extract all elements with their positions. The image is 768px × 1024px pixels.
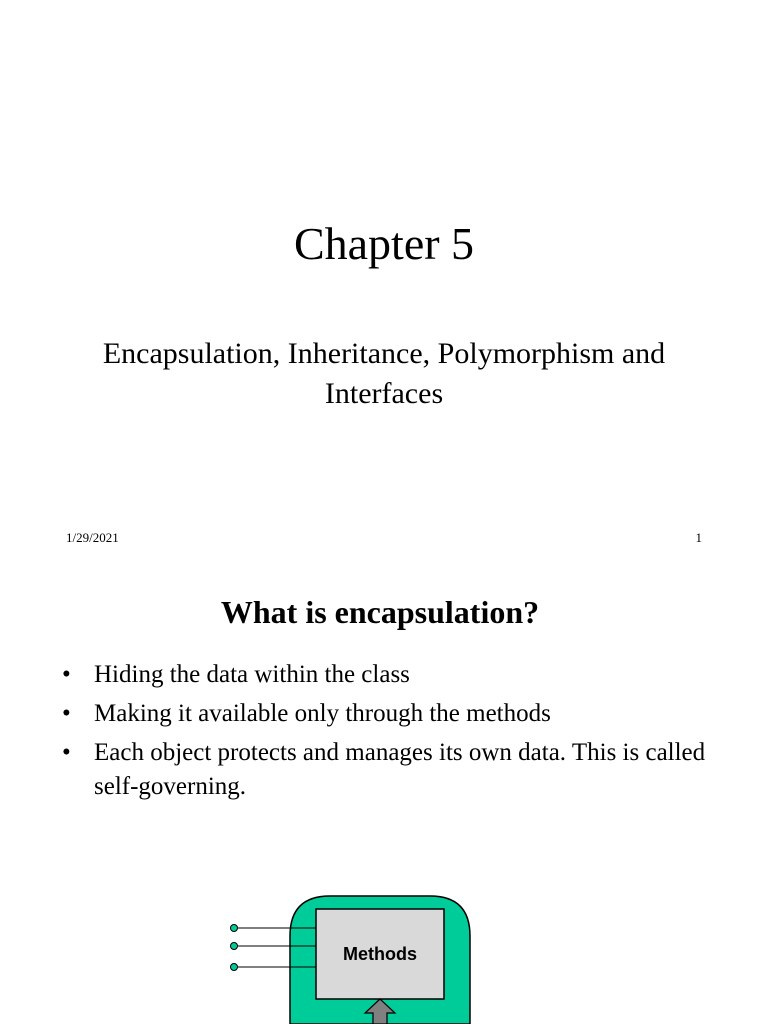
encapsulation-diagram [0,576,768,1024]
chapter-subtitle [40,334,728,414]
bullet-icon: • [62,739,71,766]
connector-dot [231,943,238,950]
methods-label: Methods [343,944,417,964]
subtitle-line-1: Encapsulation, Inheritance, Polymorphism and [102,337,666,370]
bullet-text: Each object protects and manages its own data. This is called self-governing. [94,739,706,800]
chapter-title: Chapter 5 [293,218,475,269]
connector-dot [231,925,238,932]
subtitle-line-2: Interfaces [324,377,444,410]
connector-dot [231,964,238,971]
bullet-icon: • [62,700,71,727]
bullet-icon: • [62,661,71,688]
slide-title: What is encapsulation? [220,594,540,630]
slide-page-number: 1 [695,530,702,545]
bullet-text: Hiding the data within the class [94,661,410,688]
slide-2 [0,576,768,1024]
slide-date: 1/29/2021 [66,530,119,545]
bullet-text: Making it available only through the methods [94,700,551,727]
